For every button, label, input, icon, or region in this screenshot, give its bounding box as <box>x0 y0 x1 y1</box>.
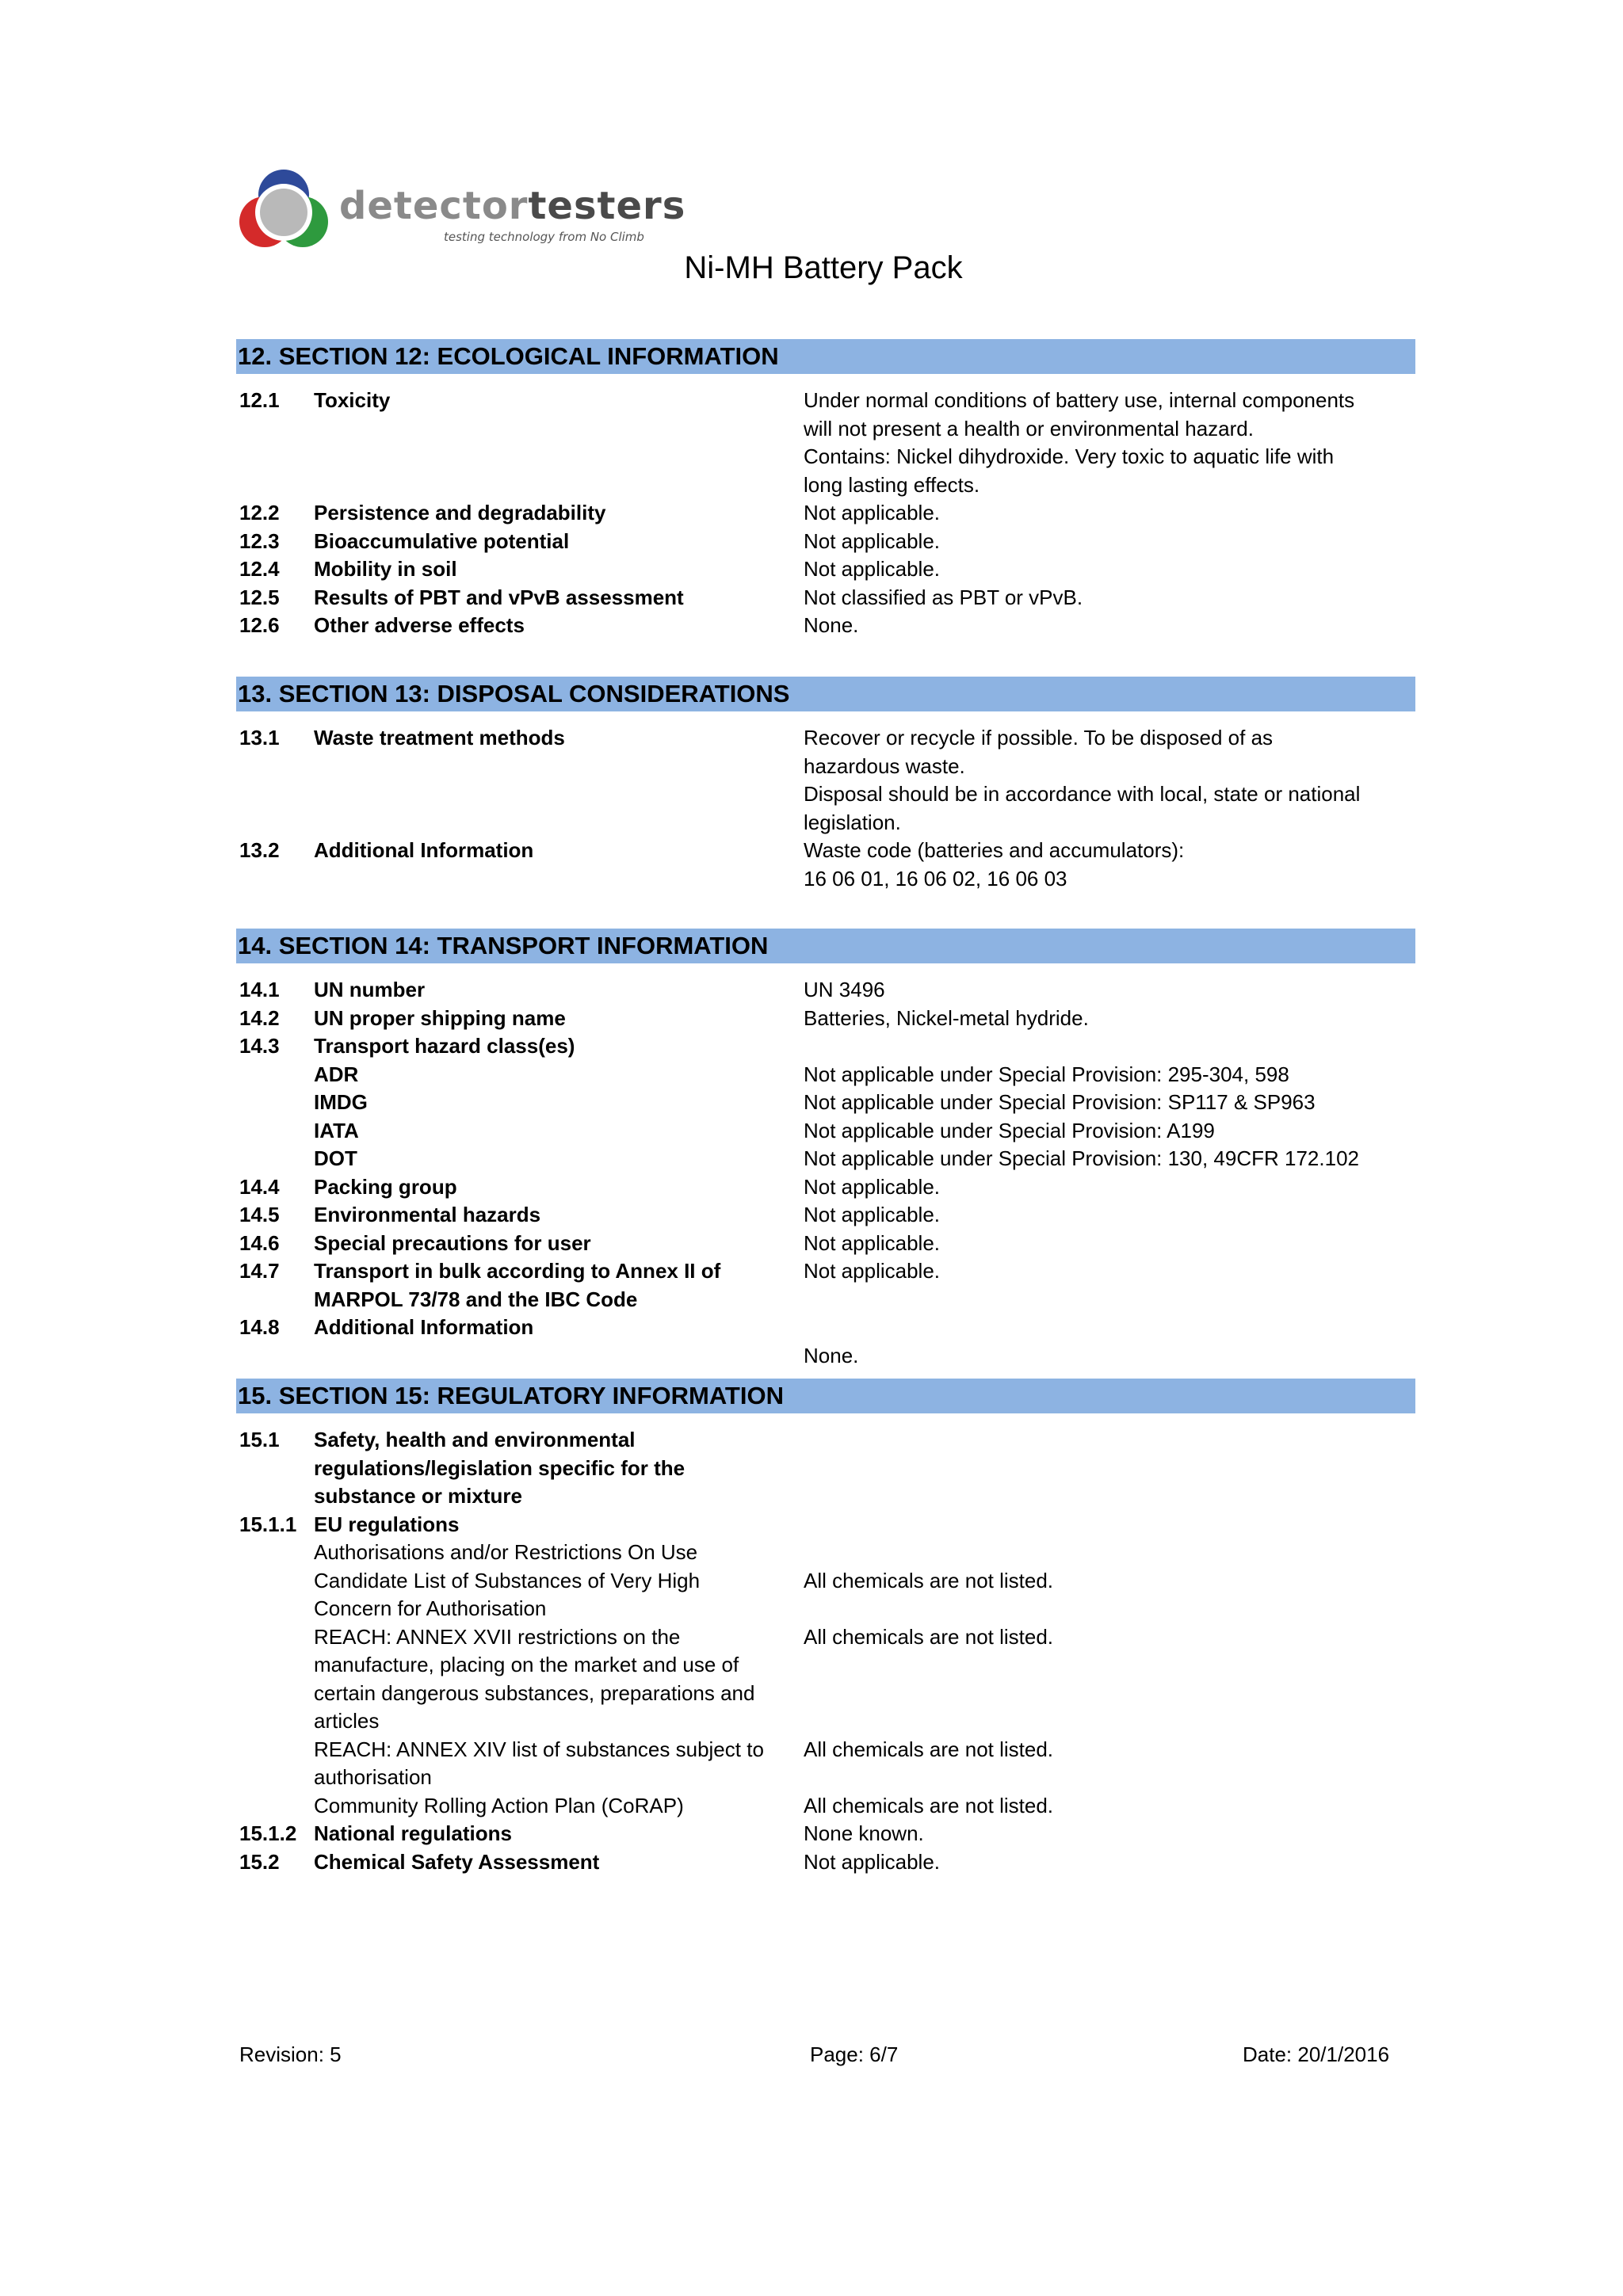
item-label <box>314 724 789 753</box>
item-label-line: Concern for Authorisation <box>314 1596 547 1620</box>
item-value <box>804 1257 1406 1286</box>
table-row <box>0 528 1623 556</box>
item-label-line: Chemical Safety Assessment <box>314 1849 600 1874</box>
section-rows <box>0 724 1623 893</box>
item-number: 14.8 <box>239 1315 280 1339</box>
footer-revision: Revision: 5 <box>239 2042 342 2066</box>
item-label <box>314 1623 789 1736</box>
item-value <box>804 724 1406 837</box>
item-label <box>314 1511 789 1539</box>
item-value-line: UN 3496 <box>804 978 885 1001</box>
item-value-line: All chemicals are not listed. <box>804 1624 1054 1649</box>
item-label <box>314 1117 789 1146</box>
item-value-line: Not applicable under Special Provision: SP117 & SP963 <box>804 1090 1316 1114</box>
item-value-line: will not present a health or environmental hazard. <box>804 416 1254 441</box>
item-value <box>804 1623 1406 1652</box>
item-value-line: Not applicable. <box>804 1230 940 1255</box>
item-label <box>314 1848 789 1877</box>
section-rows <box>0 1426 1623 1876</box>
item-number: 12.3 <box>239 528 280 553</box>
item-label-line: Transport in bulk according to Annex II of <box>314 1259 721 1283</box>
item-value-line: Recover or recycle if possible. To be disposed of as <box>804 726 1274 749</box>
item-value <box>804 1061 1406 1089</box>
item-value <box>804 1089 1406 1117</box>
item-label <box>314 1792 789 1821</box>
item-label-line: Additional Information <box>314 1315 534 1339</box>
table-row <box>0 1173 1623 1202</box>
table-row <box>0 612 1623 640</box>
item-label-line: Environmental hazards <box>314 1203 541 1226</box>
item-value-line: Not applicable. <box>804 501 940 524</box>
item-label <box>314 387 789 415</box>
item-value-line: Not applicable. <box>804 557 940 581</box>
item-label <box>314 837 789 865</box>
item-label-line: certain dangerous substances, preparations and <box>314 1680 755 1705</box>
item-value-line: All chemicals are not listed. <box>804 1568 1054 1592</box>
item-label-line: Toxicity <box>314 388 391 412</box>
item-label-line: IATA <box>314 1118 359 1142</box>
table-row <box>0 1511 1623 1539</box>
item-number: 12.4 <box>239 557 280 581</box>
item-value-line: Not classified as PBT or vPvB. <box>804 585 1083 609</box>
item-value-line: Not applicable. <box>804 1259 940 1283</box>
item-number: 13.1 <box>239 726 280 749</box>
item-label <box>314 1426 789 1511</box>
logo-wordmark: detectortesters <box>339 184 686 228</box>
item-label-line: Special precautions for user <box>314 1230 591 1255</box>
item-value-line: Not applicable under Special Provision: 130, 49CFR 172.102 <box>804 1146 1359 1170</box>
item-label-line: UN proper shipping name <box>314 1005 566 1030</box>
item-value-line <box>804 1314 1406 1342</box>
item-value-line: All chemicals are not listed. <box>804 1793 1054 1817</box>
item-value <box>804 1848 1406 1877</box>
table-row <box>0 555 1623 584</box>
item-label-line: regulations/legislation specific for the <box>314 1455 685 1480</box>
item-label-line: Mobility in soil <box>314 557 457 581</box>
item-label-line: Additional Information <box>314 838 534 862</box>
item-value <box>804 1173 1406 1202</box>
item-number: 12.1 <box>239 388 280 412</box>
item-number: 14.5 <box>239 1203 280 1226</box>
table-row <box>0 1145 1623 1173</box>
item-label-line: Candidate List of Substances of Very High <box>314 1568 701 1592</box>
item-label <box>314 1173 789 1202</box>
section-heading: 13. SECTION 13: DISPOSAL CONSIDERATIONS <box>236 677 1415 711</box>
item-value-line: All chemicals are not listed. <box>804 1737 1054 1761</box>
item-label-line: authorisation <box>314 1765 432 1789</box>
item-number: 13.2 <box>239 838 280 862</box>
item-value <box>804 1230 1406 1258</box>
item-value-line: Waste code (batteries and accumulators): <box>804 838 1185 862</box>
item-value <box>804 1314 1406 1370</box>
item-number: 15.2 <box>239 1849 280 1874</box>
item-label <box>314 1230 789 1258</box>
item-number: 12.5 <box>239 585 280 609</box>
item-label-line: REACH: ANNEX XVII restrictions on the <box>314 1624 681 1649</box>
item-value <box>804 499 1406 528</box>
item-label <box>314 1567 789 1623</box>
section-rows <box>0 387 1623 640</box>
table-row <box>0 1117 1623 1146</box>
item-value-line: Contains: Nickel dihydroxide. Very toxic to aquatic life with <box>804 444 1335 468</box>
item-value-line: Not applicable under Special Provision: A199 <box>804 1118 1215 1142</box>
table-row <box>0 387 1623 499</box>
item-value <box>804 1201 1406 1230</box>
table-row <box>0 1567 1623 1623</box>
footer-page-number: Page: 6/7 <box>810 2042 899 2066</box>
item-label-line: Authorisations and/or Restrictions On Use <box>314 1540 698 1564</box>
item-number: 14.6 <box>239 1230 280 1255</box>
item-value-line: Not applicable under Special Provision: 295-304, 598 <box>804 1062 1289 1086</box>
item-value-line: None. <box>804 1343 859 1367</box>
document-title: Ni-MH Battery Pack <box>684 250 963 285</box>
table-row <box>0 1257 1623 1314</box>
item-label <box>314 1145 789 1173</box>
section-heading: 12. SECTION 12: ECOLOGICAL INFORMATION <box>236 339 1415 374</box>
table-row <box>0 724 1623 837</box>
table-row <box>0 1061 1623 1089</box>
item-label-line: manufacture, placing on the market and use of <box>314 1653 739 1676</box>
item-label <box>314 1201 789 1230</box>
logo-tagline: testing technology from No Climb <box>444 230 644 244</box>
table-row <box>0 499 1623 528</box>
item-value-line: Not applicable. <box>804 1203 940 1226</box>
item-label <box>314 1061 789 1089</box>
item-label-line: substance or mixture <box>314 1484 522 1508</box>
item-number: 15.1.2 <box>239 1821 297 1845</box>
section-heading: 14. SECTION 14: TRANSPORT INFORMATION <box>236 929 1415 963</box>
item-number: 15.1.1 <box>239 1512 297 1536</box>
section-rows <box>0 976 1623 1370</box>
item-value <box>804 1145 1406 1173</box>
item-value-line: None. <box>804 613 859 637</box>
item-label-line: UN number <box>314 978 426 1001</box>
logo-circles-icon <box>236 166 331 254</box>
item-label <box>314 499 789 528</box>
table-row <box>0 1201 1623 1230</box>
item-number: 14.2 <box>239 1005 280 1030</box>
table-row <box>0 1089 1623 1117</box>
item-label-line: ADR <box>314 1062 359 1086</box>
item-value-line: Disposal should be in accordance with local, state or national <box>804 782 1361 806</box>
table-row <box>0 584 1623 612</box>
item-number: 14.7 <box>239 1259 280 1283</box>
item-label-line: IMDG <box>314 1090 368 1114</box>
item-value <box>804 1736 1406 1764</box>
item-label <box>314 1257 789 1314</box>
item-value <box>804 1792 1406 1821</box>
item-value-line: Not applicable. <box>804 1174 940 1199</box>
table-row <box>0 837 1623 893</box>
item-value-line: Not applicable. <box>804 1849 940 1874</box>
item-label <box>314 584 789 612</box>
item-label <box>314 976 789 1005</box>
section-heading: 15. SECTION 15: REGULATORY INFORMATION <box>236 1379 1415 1413</box>
item-label <box>314 1314 789 1342</box>
item-label-line: REACH: ANNEX XIV list of substances subject to <box>314 1737 764 1761</box>
item-value <box>804 555 1406 584</box>
item-label-line: Packing group <box>314 1174 457 1199</box>
item-label-line: Safety, health and environmental <box>314 1428 636 1451</box>
item-value <box>804 584 1406 612</box>
item-label-line: Waste treatment methods <box>314 726 565 749</box>
item-value-line: Under normal conditions of battery use, internal components <box>804 388 1355 412</box>
item-number: 15.1 <box>239 1428 280 1451</box>
item-value <box>804 976 1406 1005</box>
item-value <box>804 837 1406 893</box>
item-label <box>314 555 789 584</box>
item-value <box>804 1117 1406 1146</box>
item-value-line: hazardous waste. <box>804 753 965 778</box>
item-number: 14.1 <box>239 978 280 1001</box>
item-value-line: long lasting effects. <box>804 472 980 497</box>
table-row <box>0 1623 1623 1736</box>
item-label <box>314 1032 789 1061</box>
item-value-line: 16 06 01, 16 06 02, 16 06 03 <box>804 866 1067 891</box>
table-row <box>0 1314 1623 1370</box>
item-label-line: articles <box>314 1709 380 1733</box>
item-label <box>314 1005 789 1033</box>
item-value <box>804 1005 1406 1033</box>
table-row <box>0 1736 1623 1792</box>
item-value <box>804 612 1406 640</box>
item-number: 12.2 <box>239 501 280 524</box>
table-row <box>0 1005 1623 1033</box>
item-label-line: Transport hazard class(es) <box>314 1034 575 1058</box>
item-label <box>314 1089 789 1117</box>
item-label-line: Other adverse effects <box>314 613 525 637</box>
table-row <box>0 1820 1623 1848</box>
item-label-line: National regulations <box>314 1821 512 1845</box>
item-value <box>804 1820 1406 1848</box>
item-label <box>314 1736 789 1792</box>
item-value-line: Not applicable. <box>804 528 940 553</box>
item-value-line: Batteries, Nickel-metal hydride. <box>804 1005 1089 1030</box>
item-number: 14.4 <box>239 1174 280 1199</box>
item-label <box>314 612 789 640</box>
company-logo <box>236 166 686 254</box>
footer-date: Date: 20/1/2016 <box>1243 2042 1390 2066</box>
item-value-line: None known. <box>804 1821 924 1845</box>
item-label-line: DOT <box>314 1146 357 1170</box>
table-row <box>0 1230 1623 1258</box>
table-row <box>0 1792 1623 1821</box>
item-label-line: Results of PBT and vPvB assessment <box>314 585 684 609</box>
table-row <box>0 976 1623 1005</box>
item-label-line: Community Rolling Action Plan (CoRAP) <box>314 1793 684 1817</box>
item-label <box>314 1539 789 1567</box>
item-number: 12.6 <box>239 613 280 637</box>
item-value <box>804 1567 1406 1596</box>
item-value-line: legislation. <box>804 810 901 834</box>
table-row <box>0 1032 1623 1061</box>
table-row <box>0 1539 1623 1567</box>
item-value <box>804 387 1406 499</box>
item-label-line: MARPOL 73/78 and the IBC Code <box>314 1287 638 1311</box>
item-label <box>314 1820 789 1848</box>
item-label-line: Persistence and degradability <box>314 501 606 524</box>
item-label <box>314 528 789 556</box>
table-row <box>0 1848 1623 1877</box>
item-label-line: Bioaccumulative potential <box>314 528 570 553</box>
item-value <box>804 528 1406 556</box>
item-number: 14.3 <box>239 1034 280 1058</box>
table-row <box>0 1426 1623 1511</box>
item-label-line: EU regulations <box>314 1512 460 1536</box>
